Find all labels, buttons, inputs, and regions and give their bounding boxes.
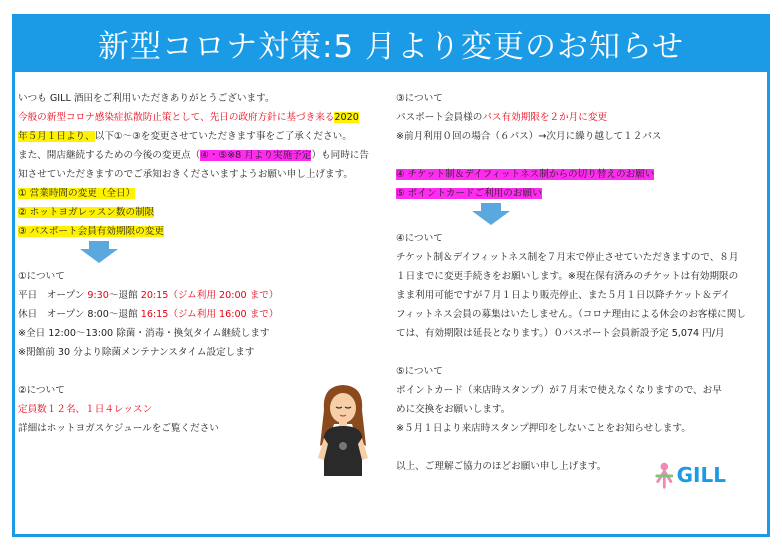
section-2-heading: ②について	[18, 385, 65, 396]
section-5-body: めに交換をお願いします。	[396, 404, 511, 415]
section-4-body: １日までに変更手続きをお願いします。※現在保有済みのチケットは有効期限の	[396, 271, 739, 282]
intro-text: 今般の新型コロナ感染症拡散防止策として、先日の政府方針に基づき来る	[18, 112, 335, 123]
instructor-illustration	[312, 380, 374, 476]
right-column	[396, 89, 768, 476]
passport-change: パスポート会員様のパス有効期限を２か月に変更	[396, 112, 608, 123]
change-item-3: ③ パスポート会員有効期限の変更	[18, 226, 164, 237]
intro-text: 以下①〜③を変更させていただきます事をご了承ください。	[94, 131, 352, 142]
section-4-heading: ④について	[396, 233, 443, 244]
intro-line	[18, 108, 388, 127]
section-3-heading: ③について	[396, 93, 443, 104]
intro-line	[18, 127, 388, 146]
section-1-note: ※全日 12:00〜13:00 除菌・消毒・換気タイム継続します	[18, 328, 270, 339]
logo-mark-icon	[654, 460, 675, 490]
intro-line: いつも GILL 酒田をご利用いただきありがとうございます。	[18, 93, 275, 104]
change-item-1: ① 営業時間の変更（全日）	[18, 188, 136, 199]
section-5-heading: ⑤について	[396, 366, 443, 377]
change-item-4: ④ チケット制＆デイフィットネス制からの切り替えのお願い	[396, 169, 655, 180]
intro-line	[18, 146, 388, 165]
title-banner	[12, 14, 770, 72]
change-item-5: ⑤ ポイントカードご利用のお願い	[396, 188, 542, 199]
holiday-hours: 休日 オープン 8:00〜退館 16:15（ジム利用 16:00 まで）	[18, 309, 279, 320]
section-1-note: ※閉館前 30 分より除菌メンテナンスタイム設定します	[18, 347, 255, 358]
section-5-body: ※５月１日より来店時スタンプ押印をしないことをお知らせします。	[396, 423, 691, 434]
gill-logo	[654, 458, 726, 492]
section-4-body: チケット制＆デイフィットネス制を７月末で停止させていただきますので、８月	[396, 252, 739, 263]
passport-note: ※前月利用０回の場合（６パス）→次月に繰り越して１２パス	[396, 131, 662, 142]
down-arrow-icon	[472, 203, 510, 229]
logo-text: GILL	[676, 463, 726, 487]
closing-text: 以上、ご理解ご協力のほどお願い申し上げます。	[396, 461, 607, 472]
lesson-capacity: 定員数１２名、１日４レッスン	[18, 404, 153, 415]
future-changes-highlight: ④・⑤※8 月より実施予定	[200, 150, 312, 161]
intro-year: 2020	[334, 112, 359, 123]
intro-date: 年５月１日より、	[18, 131, 95, 142]
change-item-2: ② ホットヨガレッスン数の制限	[18, 207, 155, 218]
intro-text: ）も同時に告	[311, 150, 369, 161]
intro-text: また、開店継続するための今後の変更点（	[18, 150, 201, 161]
page-title: 新型コロナ対策:5 月より変更のお知らせ	[97, 28, 685, 65]
section-5-body: ポイントカード（来店時スタンプ）が７月末で使えなくなりますので、お早	[396, 385, 722, 396]
down-arrow-icon	[80, 241, 118, 267]
schedule-note: 詳細はホットヨガスケジュールをご覧ください	[18, 423, 219, 434]
section-4-body: まま利用可能ですが７月１日より販売停止、また５月１日以降チケット＆デイ	[396, 290, 731, 301]
section-1-heading: ①について	[18, 271, 65, 282]
intro-line: 知させていただきますのでご承知おきくださいますようお願い申し上げます。	[18, 169, 354, 180]
weekday-hours: 平日 オープン 9:30〜退館 20:15（ジム利用 20:00 まで）	[18, 290, 279, 301]
section-4-body: フィットネス会員の募集はいたしません。（コロナ理由による休会のお客様に関し	[396, 309, 746, 320]
section-4-body: ては、有効期限は延長となります。）０パスポート会員新設予定 5,074 円/月	[396, 328, 725, 339]
